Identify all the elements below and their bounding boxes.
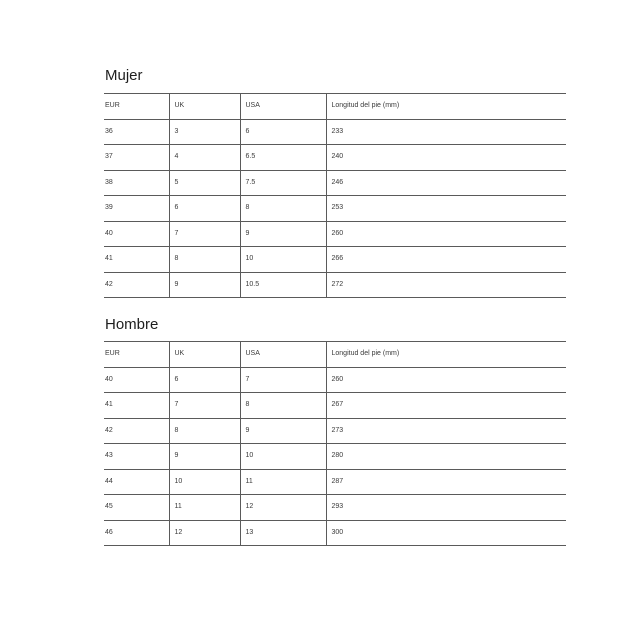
cell-foot-length: 266 bbox=[326, 247, 566, 273]
table-row bbox=[104, 444, 566, 470]
cell-eur: 46 bbox=[104, 520, 169, 546]
table-row bbox=[104, 272, 566, 298]
cell-usa: 6.5 bbox=[240, 145, 326, 171]
cell-usa: 10 bbox=[240, 444, 326, 470]
cell-eur: 41 bbox=[104, 247, 169, 273]
column-header-foot-length: Longitud del pie (mm) bbox=[326, 342, 566, 368]
cell-usa: 13 bbox=[240, 520, 326, 546]
cell-usa: 10.5 bbox=[240, 272, 326, 298]
table-row bbox=[104, 119, 566, 145]
cell-foot-length: 287 bbox=[326, 469, 566, 495]
cell-uk: 3 bbox=[169, 119, 240, 145]
cell-eur: 40 bbox=[104, 221, 169, 247]
table-row bbox=[104, 469, 566, 495]
cell-foot-length: 240 bbox=[326, 145, 566, 171]
cell-uk: 10 bbox=[169, 469, 240, 495]
cell-uk: 6 bbox=[169, 367, 240, 393]
cell-uk: 7 bbox=[169, 393, 240, 419]
cell-foot-length: 246 bbox=[326, 170, 566, 196]
table-row bbox=[104, 393, 566, 419]
table-header-row bbox=[104, 94, 566, 120]
cell-usa: 9 bbox=[240, 221, 326, 247]
cell-usa: 8 bbox=[240, 393, 326, 419]
table-row bbox=[104, 367, 566, 393]
table-header-row bbox=[104, 342, 566, 368]
table-row bbox=[104, 170, 566, 196]
table-body bbox=[104, 367, 566, 546]
cell-uk: 9 bbox=[169, 272, 240, 298]
cell-usa: 12 bbox=[240, 495, 326, 521]
cell-foot-length: 300 bbox=[326, 520, 566, 546]
cell-usa: 7 bbox=[240, 367, 326, 393]
column-header-eur: EUR bbox=[104, 94, 169, 120]
column-header-uk: UK bbox=[169, 342, 240, 368]
cell-foot-length: 293 bbox=[326, 495, 566, 521]
cell-eur: 40 bbox=[104, 367, 169, 393]
cell-uk: 6 bbox=[169, 196, 240, 222]
cell-usa: 9 bbox=[240, 418, 326, 444]
table-row bbox=[104, 520, 566, 546]
cell-uk: 12 bbox=[169, 520, 240, 546]
cell-foot-length: 233 bbox=[326, 119, 566, 145]
section-title-hombre: Hombre bbox=[105, 316, 159, 333]
cell-foot-length: 280 bbox=[326, 444, 566, 470]
table-row bbox=[104, 247, 566, 273]
size-table-hombre bbox=[104, 341, 566, 546]
cell-eur: 38 bbox=[104, 170, 169, 196]
cell-usa: 10 bbox=[240, 247, 326, 273]
cell-uk: 11 bbox=[169, 495, 240, 521]
cell-foot-length: 267 bbox=[326, 393, 566, 419]
cell-eur: 45 bbox=[104, 495, 169, 521]
cell-uk: 9 bbox=[169, 444, 240, 470]
cell-uk: 7 bbox=[169, 221, 240, 247]
table-row bbox=[104, 418, 566, 444]
cell-uk: 8 bbox=[169, 247, 240, 273]
cell-foot-length: 260 bbox=[326, 221, 566, 247]
cell-uk: 4 bbox=[169, 145, 240, 171]
table-row bbox=[104, 145, 566, 171]
cell-eur: 43 bbox=[104, 444, 169, 470]
cell-usa: 8 bbox=[240, 196, 326, 222]
column-header-usa: USA bbox=[240, 94, 326, 120]
cell-eur: 41 bbox=[104, 393, 169, 419]
table-row bbox=[104, 221, 566, 247]
table-row bbox=[104, 495, 566, 521]
cell-uk: 8 bbox=[169, 418, 240, 444]
table-row bbox=[104, 196, 566, 222]
cell-foot-length: 273 bbox=[326, 418, 566, 444]
cell-usa: 11 bbox=[240, 469, 326, 495]
cell-foot-length: 272 bbox=[326, 272, 566, 298]
cell-eur: 39 bbox=[104, 196, 169, 222]
column-header-foot-length: Longitud del pie (mm) bbox=[326, 94, 566, 120]
cell-eur: 42 bbox=[104, 272, 169, 298]
cell-eur: 42 bbox=[104, 418, 169, 444]
cell-foot-length: 260 bbox=[326, 367, 566, 393]
cell-uk: 5 bbox=[169, 170, 240, 196]
section-title-mujer: Mujer bbox=[105, 67, 143, 84]
cell-eur: 36 bbox=[104, 119, 169, 145]
column-header-eur: EUR bbox=[104, 342, 169, 368]
column-header-uk: UK bbox=[169, 94, 240, 120]
column-header-usa: USA bbox=[240, 342, 326, 368]
table-body bbox=[104, 119, 566, 298]
cell-eur: 44 bbox=[104, 469, 169, 495]
cell-usa: 6 bbox=[240, 119, 326, 145]
cell-foot-length: 253 bbox=[326, 196, 566, 222]
size-table-mujer bbox=[104, 93, 566, 298]
cell-eur: 37 bbox=[104, 145, 169, 171]
cell-usa: 7.5 bbox=[240, 170, 326, 196]
